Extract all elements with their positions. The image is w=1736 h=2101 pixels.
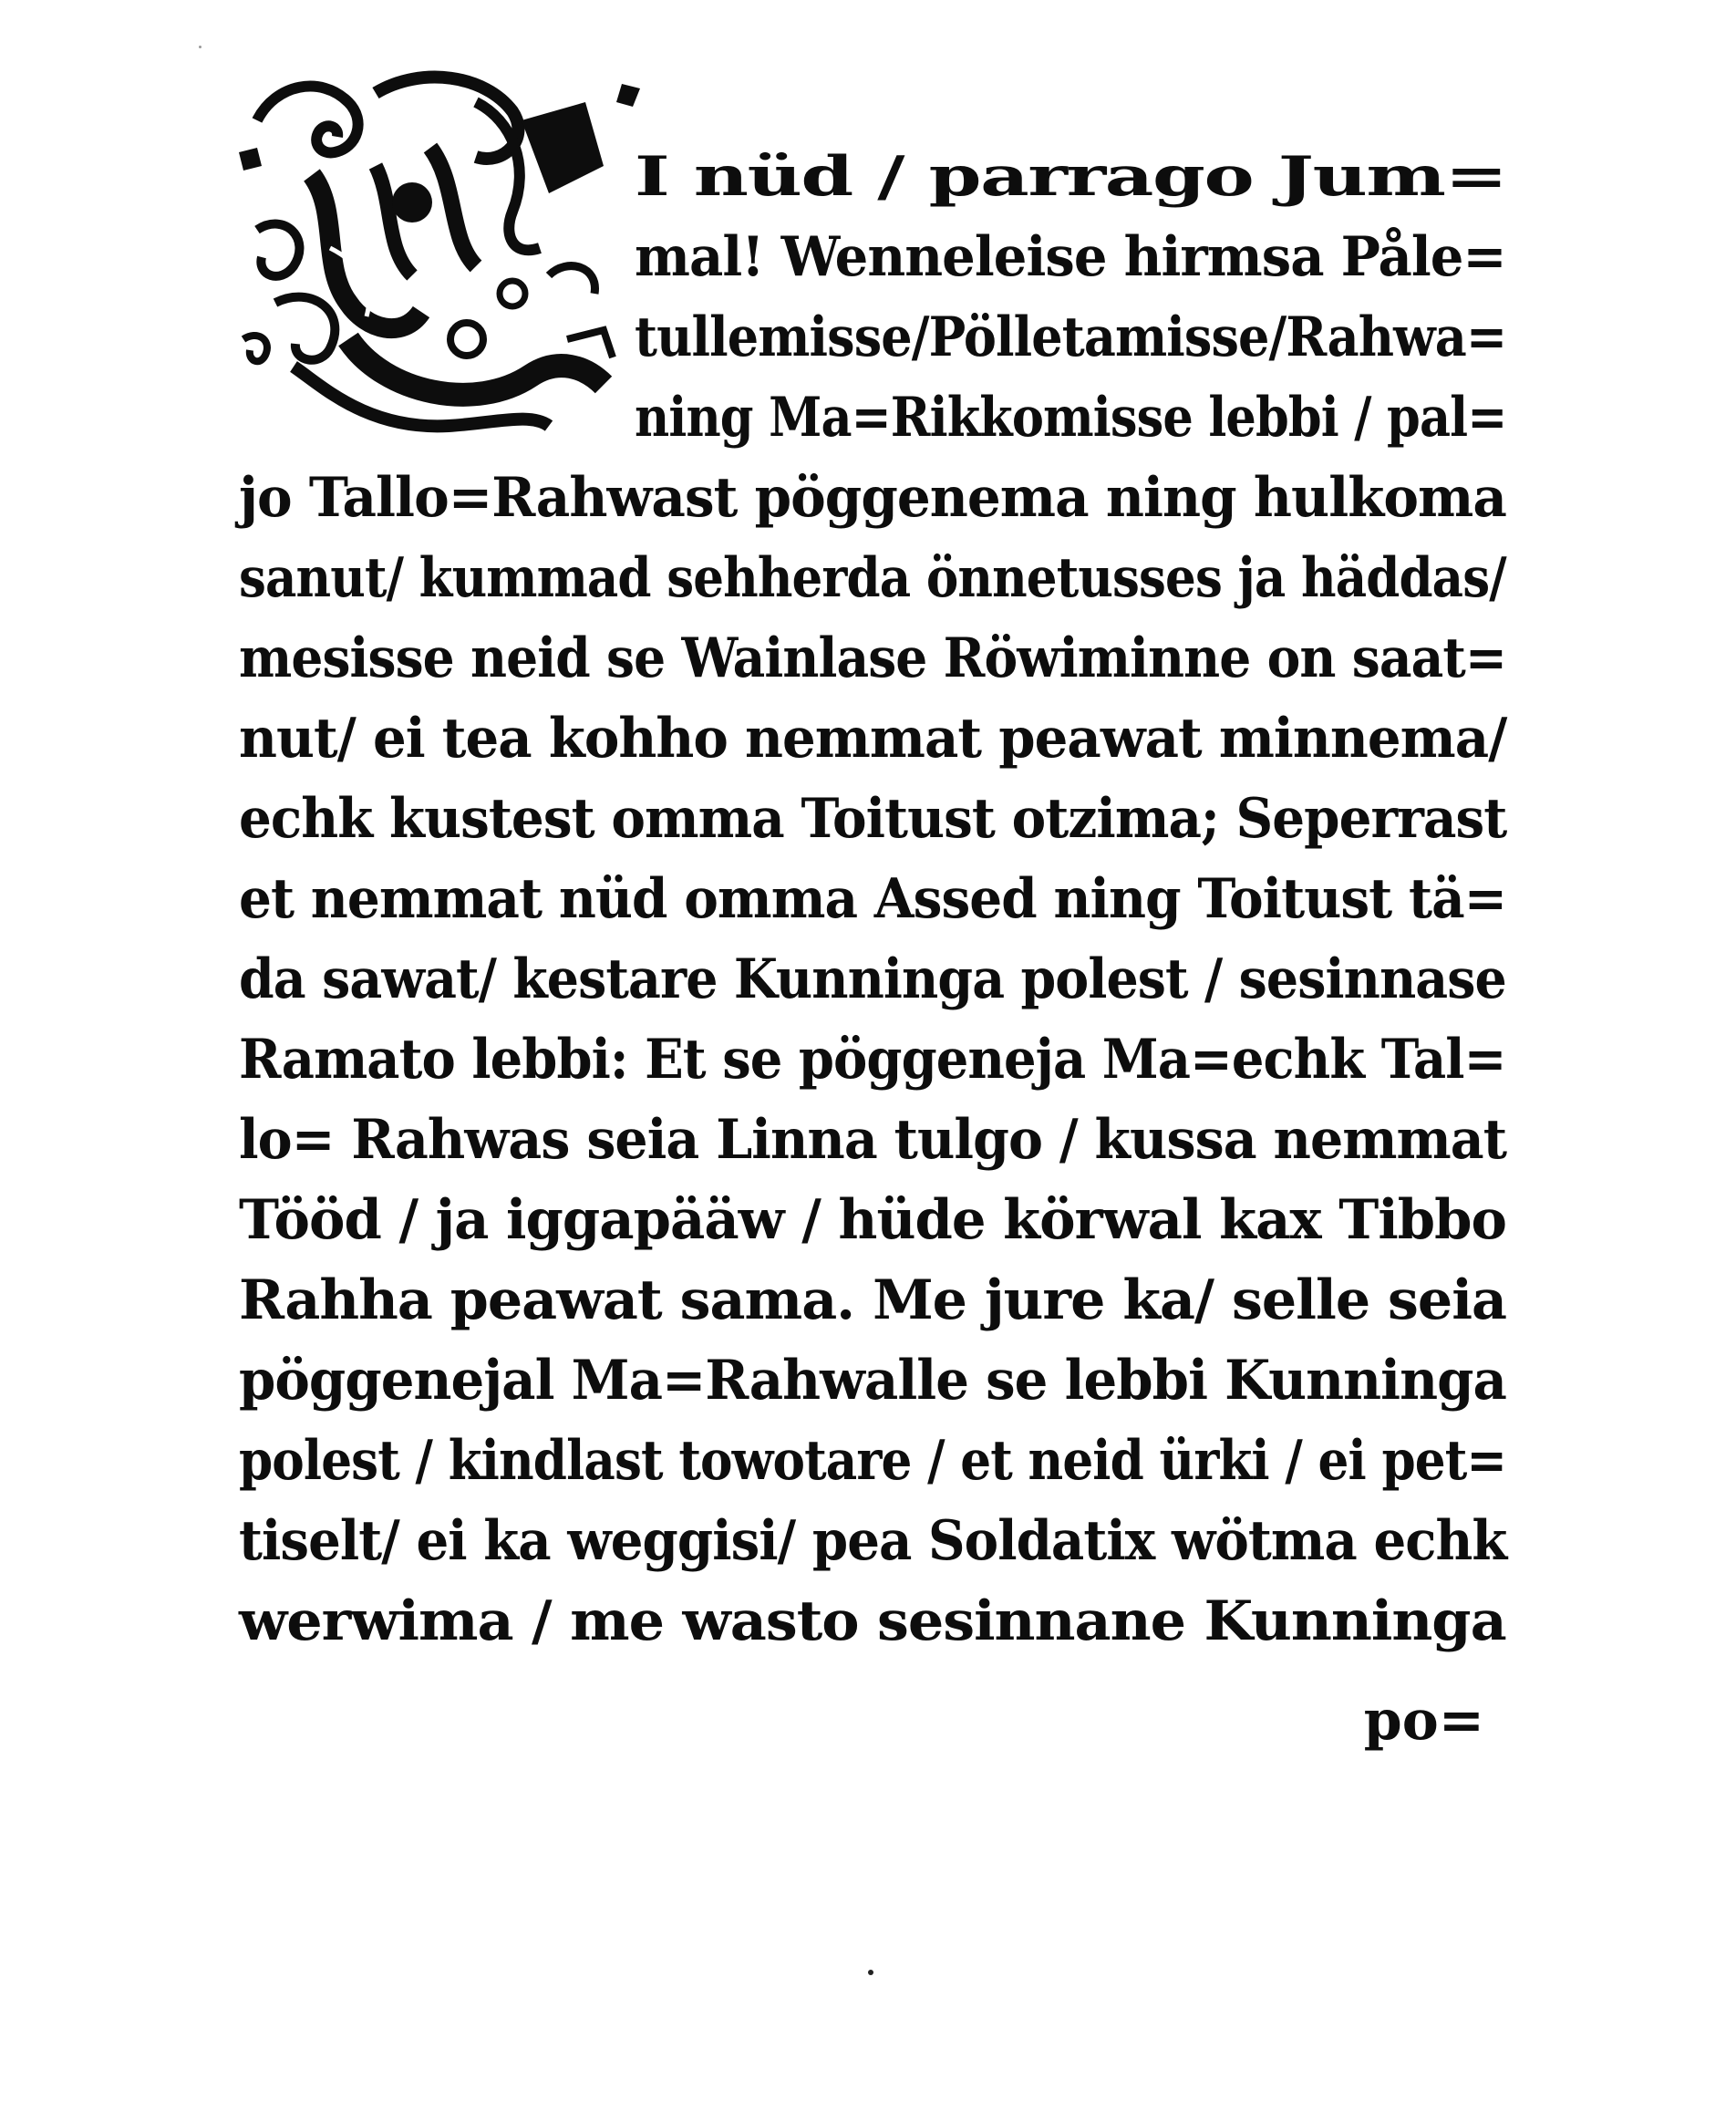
text-line: echk kustest omma Toitust otzima; Seperrast [239,787,1507,851]
decorative-initial-L [239,66,640,449]
catchword: po= [1363,1689,1484,1753]
text-line: nut/ ei tea kohho nemmat peawat minnema/ [239,707,1507,771]
text-line: pöggenejal Ma=Rahwalle se lebbi Kunninga [239,1349,1506,1413]
text-line: sanut/ kummad sehherda önnetusses ja häddas/ [239,546,1506,610]
text-line: Ramato lebbi: Et se pöggeneja Ma=echk Tal= [239,1028,1506,1092]
text-line: I nüd / parrago Jum= [635,145,1507,209]
text-line: tullemisse/Pölletamisse/Rahwa= [635,305,1507,369]
text-line: polest / kindlast towotare / et neid ürki / ei pet= [239,1429,1507,1493]
text-line: lo= Rahwas seia Linna tulgo / kussa nemmat [239,1108,1507,1172]
text-line: et nemmat nüd omma Assed ning Toitust tä= [239,867,1507,931]
text-line: jo Tallo=Rahwast pöggenema ning hulkoma [239,466,1506,530]
text-line: da sawat/ kestare Kunninga polest / sesinnase [239,947,1506,1011]
text-line: Rahha peawat sama. Me jure ka/ selle seia [239,1268,1507,1332]
print-speck [199,46,202,48]
print-speck [868,1970,873,1975]
text-line: ning Ma=Rikkomisse lebbi / pal= [635,386,1507,450]
text-line: Tööd / ja iggapääw / hüde körwal kax Tibbo [239,1188,1507,1252]
text-line: mesisse neid se Wainlase Röwiminne on saat= [239,626,1507,690]
text-line: werwima / me wasto sesinnane Kunninga [239,1589,1506,1653]
text-line: mal! Wenneleise hirmsa Påle= [635,225,1506,289]
text-line: tiselt/ ei ka weggisi/ pea Soldatix wötma echk [239,1509,1507,1573]
